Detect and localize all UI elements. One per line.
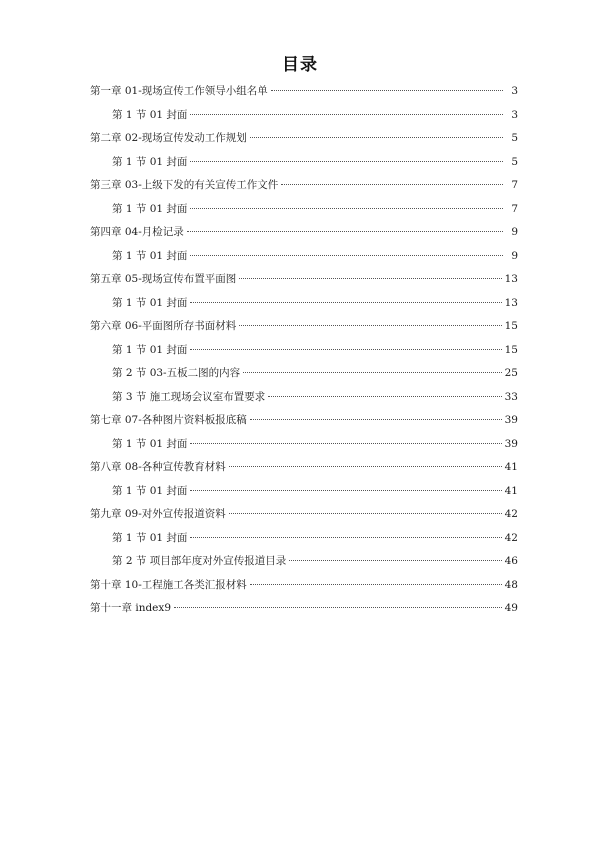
toc-dot-leader: [239, 325, 501, 326]
toc-entry-label: 第 1 节 01 封面: [112, 202, 188, 215]
toc-section-entry[interactable]: [90, 151, 518, 175]
toc-entry-label: 第 1 节 01 封面: [112, 531, 188, 544]
toc-dot-leader: [243, 372, 502, 373]
toc-entry-page-number: 41: [504, 461, 518, 473]
toc-dot-leader: [281, 184, 503, 185]
toc-entry-page-number: 7: [511, 202, 518, 215]
toc-section-entry[interactable]: [90, 104, 518, 128]
toc-entry-label: 第六章 06-平面图所存书面材料: [90, 320, 237, 332]
toc-dot-leader: [187, 231, 503, 232]
toc-chapter-entry[interactable]: [90, 127, 518, 151]
toc-chapter-entry[interactable]: [90, 409, 518, 433]
toc-entry-page-number: 3: [511, 85, 518, 97]
toc-section-entry[interactable]: [90, 386, 518, 410]
toc-dot-leader: [229, 513, 502, 514]
toc-section-entry[interactable]: [90, 292, 518, 316]
toc-chapter-entry[interactable]: [90, 503, 518, 527]
toc-dot-leader: [190, 161, 503, 162]
toc-dot-leader: [190, 349, 501, 350]
toc-entry-label: 第十章 10-工程施工各类汇报材料: [90, 578, 247, 591]
toc-section-entry[interactable]: [90, 480, 518, 504]
toc-chapter-entry[interactable]: [90, 268, 518, 292]
toc-entry-page-number: 39: [504, 437, 518, 450]
toc-dot-leader: [250, 137, 503, 138]
toc-entry-page-number: 33: [504, 390, 518, 403]
toc-chapter-entry[interactable]: [90, 315, 518, 339]
toc-section-entry[interactable]: [90, 433, 518, 457]
toc-entry-label: 第九章 09-对外宣传报道资料: [90, 508, 226, 520]
toc-dot-leader: [190, 537, 501, 538]
toc-entry-page-number: 39: [504, 414, 518, 426]
toc-entry-page-number: 46: [504, 555, 518, 567]
toc-list: [90, 80, 518, 621]
toc-entry-label: 第 1 节 01 封面: [112, 249, 188, 262]
toc-entry-label: 第十一章 index9: [90, 602, 171, 614]
toc-chapter-entry[interactable]: [90, 597, 518, 621]
toc-chapter-entry[interactable]: [90, 456, 518, 480]
toc-entry-label: 第二章 02-现场宣传发动工作规划: [90, 132, 247, 144]
toc-entry-label: 第 1 节 01 封面: [112, 484, 188, 497]
toc-entry-page-number: 41: [504, 484, 518, 497]
toc-chapter-entry[interactable]: [90, 574, 518, 598]
toc-entry-page-number: 42: [504, 531, 518, 544]
toc-chapter-entry[interactable]: [90, 174, 518, 198]
toc-section-entry[interactable]: [90, 527, 518, 551]
toc-entry-label: 第 1 节 01 封面: [112, 108, 188, 121]
toc-entry-label: 第四章 04-月检记录: [90, 226, 184, 238]
toc-entry-page-number: 15: [504, 320, 518, 332]
toc-section-entry[interactable]: [90, 362, 518, 386]
toc-section-entry[interactable]: [90, 198, 518, 222]
toc-dot-leader: [190, 302, 501, 303]
toc-dot-leader: [190, 443, 501, 444]
toc-dot-leader: [250, 419, 502, 420]
toc-chapter-entry[interactable]: [90, 221, 518, 245]
toc-dot-leader: [174, 607, 502, 608]
toc-dot-leader: [271, 90, 503, 91]
toc-entry-label: 第三章 03-上级下发的有关宣传工作文件: [90, 179, 279, 191]
toc-entry-label: 第五章 05-现场宣传布置平面图: [90, 273, 237, 285]
toc-dot-leader: [190, 114, 503, 115]
toc-entry-label: 第 3 节 施工现场会议室布置要求: [112, 390, 266, 403]
toc-entry-page-number: 25: [504, 367, 518, 379]
toc-dot-leader: [190, 208, 503, 209]
toc-chapter-entry[interactable]: [90, 80, 518, 104]
toc-entry-label: 第 1 节 01 封面: [112, 296, 188, 309]
toc-entry-label: 第 2 节 03-五板二图的内容: [112, 367, 241, 379]
toc-entry-label: 第 1 节 01 封面: [112, 155, 188, 168]
toc-section-entry[interactable]: [90, 245, 518, 269]
toc-dot-leader: [239, 278, 501, 279]
toc-entry-page-number: 15: [504, 343, 518, 356]
toc-entry-page-number: 13: [504, 296, 518, 309]
toc-dot-leader: [268, 396, 501, 397]
toc-entry-page-number: 9: [511, 226, 518, 238]
toc-section-entry[interactable]: [90, 339, 518, 363]
toc-dot-leader: [190, 255, 503, 256]
toc-entry-page-number: 13: [504, 273, 518, 285]
toc-entry-label: 第 2 节 项目部年度对外宣传报道目录: [112, 555, 287, 567]
toc-title: 目录: [282, 55, 318, 75]
toc-dot-leader: [289, 560, 501, 561]
toc-dot-leader: [250, 584, 502, 585]
toc-section-entry[interactable]: [90, 550, 518, 574]
toc-dot-leader: [190, 490, 501, 491]
toc-entry-page-number: 3: [511, 108, 518, 121]
toc-entry-label: 第七章 07-各种图片资料板报底稿: [90, 414, 247, 426]
toc-entry-page-number: 48: [504, 578, 518, 591]
toc-entry-page-number: 49: [504, 602, 518, 614]
toc-entry-page-number: 5: [511, 132, 518, 144]
toc-entry-label: 第八章 08-各种宣传教育材料: [90, 461, 226, 473]
toc-entry-label: 第一章 01-现场宣传工作领导小组名单: [90, 85, 268, 97]
toc-entry-page-number: 9: [511, 249, 518, 262]
toc-entry-page-number: 7: [511, 179, 518, 191]
toc-entry-page-number: 42: [504, 508, 518, 520]
toc-entry-label: 第 1 节 01 封面: [112, 437, 188, 450]
toc-dot-leader: [229, 466, 502, 467]
toc-entry-label: 第 1 节 01 封面: [112, 343, 188, 356]
toc-entry-page-number: 5: [511, 155, 518, 168]
